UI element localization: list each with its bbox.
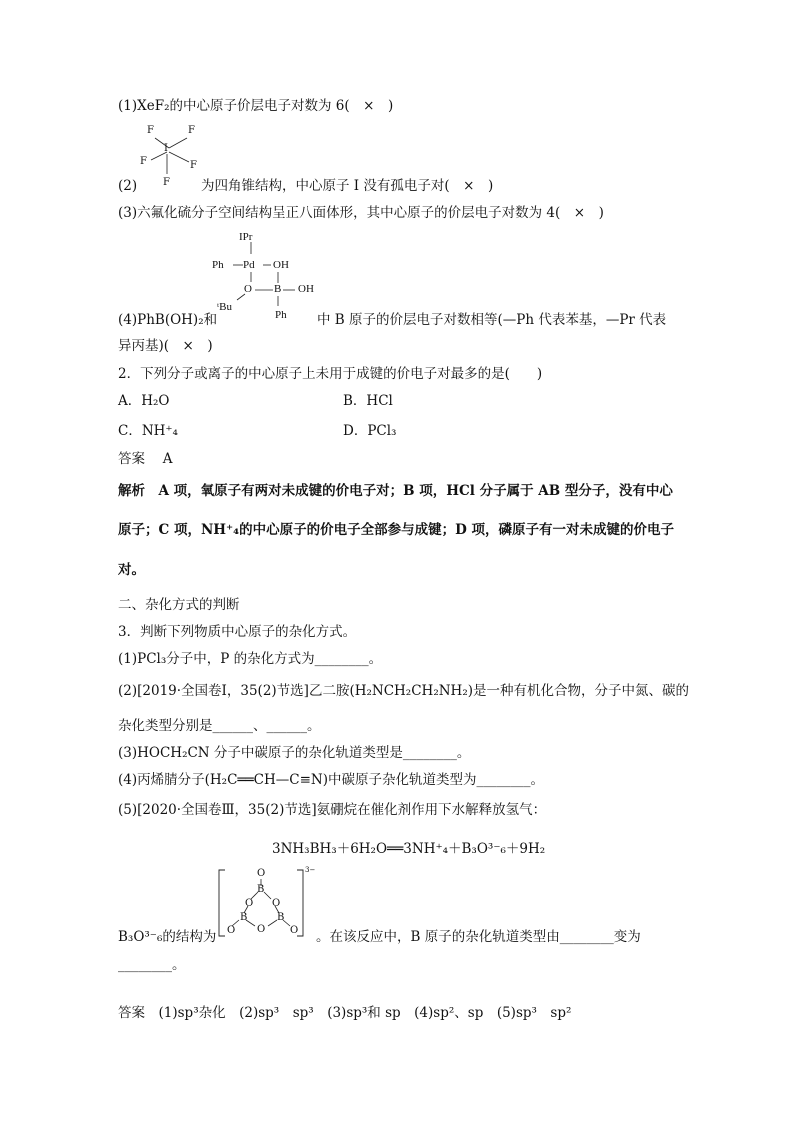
q3-item-2a: (2)[2019·全国卷Ⅰ，35(2)节选]乙二胺(H₂NCH₂CH₂NH₂)是一种有机化合物，分子中氮、碳的 <box>118 683 689 699</box>
q2-option-b: B．HCl <box>343 393 393 409</box>
q1-statement-4c: 异丙基)( × ) <box>118 338 213 354</box>
q2-option-c: C．NH⁺₄ <box>118 423 178 439</box>
pd-oh-label: OH <box>273 259 289 271</box>
q1-statement-4b: 中 B 原子的价层电子对数相等(—Ph 代表苯基，—Pr 代表 <box>317 312 667 328</box>
q3-answer: 答案 (1)sp³杂化 (2)sp³ sp³ (3)sp³和 sp (4)sp²、sp (5)sp³ sp² <box>118 1005 572 1021</box>
b3o6-suffix: 。在该反应中，B 原子的杂化轨道类型由________变为 <box>316 929 641 945</box>
q3-stem: 3．判断下列物质中心原子的杂化方式。 <box>118 624 357 640</box>
b3o6-prefix: B₃O³⁻₆的结构为 <box>118 929 217 945</box>
q2-analysis-line-1: 解析 A 项，氧原子有两对未成键的价电子对；B 项，HCl 分子属于 AB 型分子，没有中心 <box>118 483 673 499</box>
q1-statement-1: (1)XeF₂的中心原子价层电子对数为 6( × ) <box>118 98 394 114</box>
ring-o-bottom: O <box>257 924 266 935</box>
ring-b-top: B <box>257 884 265 895</box>
if5-f-bottom: F <box>163 177 170 188</box>
if5-f-lower-left: F <box>140 156 147 167</box>
q1-statement-2-prefix: (2) <box>118 178 138 194</box>
q1-statement-2-text: 为四角锥结构，中心原子 I 没有孤电子对( × ) <box>201 178 494 194</box>
section-heading: 二、杂化方式的判断 <box>118 597 240 613</box>
q2-answer-value: A <box>162 451 173 467</box>
ring-o-exo-right: O <box>290 925 299 936</box>
ring-o-left: O <box>245 898 254 909</box>
ring-o-right: O <box>272 898 281 909</box>
tbu-label: ᵗBu <box>217 301 232 313</box>
if5-f-lower-right: F <box>190 160 197 171</box>
q1-statement-3: (3)六氟化硫分子空间结构呈正八面体形，其中心原子的价层电子对数为 4( × ) <box>118 205 604 221</box>
pd-atom-label: Pd <box>243 259 255 271</box>
pd-ipr-label: IPr <box>239 231 253 243</box>
ring-charge: 3− <box>305 866 316 874</box>
q2-option-a: A．H₂O <box>118 393 170 409</box>
q1-statement-4a: (4)PhB(OH)₂和 <box>118 312 218 328</box>
if5-f-upper-right: F <box>188 125 195 136</box>
ring-o-exo-left: O <box>227 925 236 936</box>
q2-stem: 2．下列分子或离子的中心原子上未用于成键的价电子对最多的是( ) <box>118 366 543 382</box>
q2-answer-label: 答案 <box>118 451 145 467</box>
b-ph-label: Ph <box>275 309 287 321</box>
q3-item-3: (3)HOCH₂CN 分子中碳原子的杂化轨道类型是________。 <box>118 745 471 761</box>
b-oh-label: OH <box>298 283 314 295</box>
q2-option-d: D．PCl₃ <box>343 423 397 439</box>
ring-b-left: B <box>240 912 248 923</box>
o-atom-label: O <box>244 283 252 295</box>
hydrolysis-equation: 3NH₃BH₃＋6H₂O══3NH⁺₄＋B₃O³⁻₆＋9H₂ <box>272 841 546 857</box>
q2-answer <box>118 450 173 468</box>
q3-item-4: (4)丙烯腈分子(H₂C══CH—C≡N)中碳原子杂化轨道类型为________。 <box>118 772 544 788</box>
b-atom-label: B <box>274 283 282 295</box>
ring-b-right: B <box>277 912 285 923</box>
b3o6-tail: ________。 <box>118 957 186 973</box>
q3-item-1: (1)PCl₃分子中，P 的杂化方式为________。 <box>118 651 383 667</box>
ring-o-top: O <box>257 868 266 879</box>
if5-f-upper-left: F <box>147 125 154 136</box>
pd-ph-left-label: Ph <box>212 259 224 271</box>
q3-item-5: (5)[2020·全国卷Ⅲ，35(2)节选]氨硼烷在催化剂作用下水解释放氢气： <box>118 802 547 818</box>
if5-i-center: I <box>164 143 168 154</box>
q3-item-2b: 杂化类型分别是______、______。 <box>118 718 321 734</box>
q2-analysis-line-3: 对。 <box>118 562 145 578</box>
q2-analysis-line-2: 原子；C 项，NH⁺₄的中心原子的价电子全部参与成键；D 项，磷原子有一对未成键的价电子 <box>118 522 674 538</box>
